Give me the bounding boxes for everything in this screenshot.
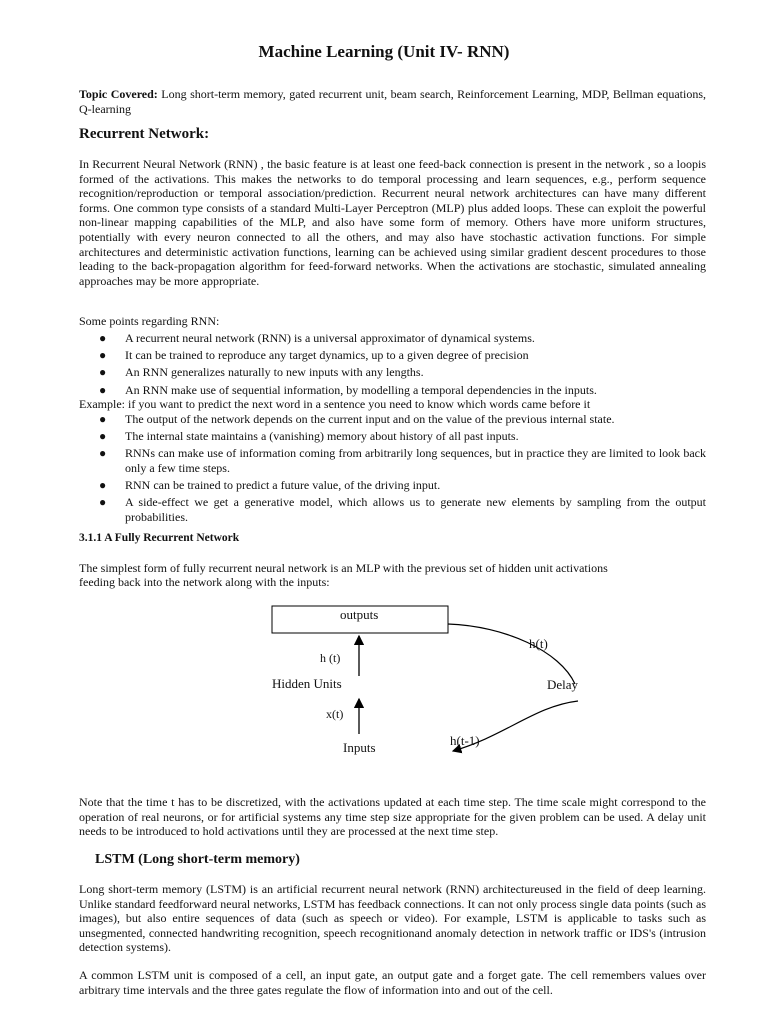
- note-paragraph: Note that the time t has to be discretized, with the activations updated at each time step. The time scale might correspond to the operation of real neurons, or for artificial systems any time step size appropriate for the given problem can be used. A delay unit needs to be introduced to hold activations until they are processed at the next time step.: [79, 795, 706, 839]
- list-item: ● It can be trained to reproduce any target dynamics, up to a given degree of precision: [99, 348, 529, 363]
- section-heading-3-1-1: 3.1.1 A Fully Recurrent Network: [79, 532, 240, 544]
- bullet-icon: ●: [99, 365, 107, 380]
- list-item: ● RNNs can make use of information coming from arbitrarily long sequences, but in practice they are limited to look back only a few time steps.: [99, 446, 706, 475]
- ht-label-upper: h(t): [529, 636, 548, 651]
- output-to-delay-curve: [448, 624, 575, 684]
- page-title: Machine Learning (Unit IV- RNN): [258, 42, 510, 61]
- bullet-icon: ●: [99, 446, 107, 461]
- outputs-label: outputs: [340, 607, 379, 622]
- bullet-icon: ●: [99, 348, 107, 363]
- bullet-icon: ●: [99, 478, 107, 493]
- recurrent-network-paragraph: In Recurrent Neural Network (RNN) , the basic feature is at least one feed-back connection is present in the network , so a loopis formed of the activations. This makes the networks to do temporal processing and learn sequences, e.g., perform sequence recognition/reproduction or temporal association/prediction. Recurrent neural network architectures can have many different forms. One common type consists of a standard Multi-Layer Perceptron (MLP) plus added loops. These can exploit the powerful non-linear mapping capabilities of the MLP, and also have some form of memory. Others have more uniform structures, potentially with every neuron connected to all the others, and may also have stochastic activation functions. For simple architectures and deterministic activation functions, learning can be achieved using similar gradient descent procedures to those leading to the back-propagation algorithm for feed-forward networks. When the activations are stochastic, simulated annealing approaches may be more appropriate.: [79, 157, 706, 288]
- bullet-icon: ●: [99, 412, 107, 426]
- rnn-points-list-2: [79, 412, 706, 527]
- lstm-heading: LSTM (Long short-term memory): [95, 852, 300, 867]
- list-item: ● The output of the network depends on the current input and on the value of the previous internal state.: [99, 412, 615, 426]
- recurrent-network-heading: Recurrent Network:: [79, 126, 210, 142]
- delay-label: Delay: [547, 677, 579, 692]
- ht-minus-1-label: h(t-1): [450, 733, 480, 748]
- ht-label-lower: h (t): [320, 651, 341, 665]
- simplest-form-line-1: The simplest form of fully recurrent neural network is an MLP with the previous set of hidden unit activations: [79, 561, 608, 575]
- example-line: Example: if you want to predict the next word in a sentence you need to know which words came before it: [79, 397, 591, 411]
- list-item: ● An RNN generalizes naturally to new inputs with any lengths.: [99, 365, 424, 380]
- topic-label: Topic Covered:: [79, 87, 158, 101]
- rnn-points-list: [79, 331, 706, 400]
- inputs-label: Inputs: [343, 740, 376, 755]
- list-item: ● The internal state maintains a (vanishing) memory about history of all past inputs.: [99, 429, 519, 444]
- bullet-icon: ●: [99, 495, 107, 510]
- lstm-paragraph-1: Long short-term memory (LSTM) is an artificial recurrent neural network (RNN) architectureused in the field of deep learning. Unlike standard feedforward neural networks, LSTM has feedback connections. It can not only process single data points (such as images), but also entire sequences of data (such as speech or video). For example, LSTM is applicable to tasks such as unsegmented, connected handwriting recognition, speech recognitionand anomaly detection in network traffic or IDS's (intrusion detection systems).: [79, 882, 706, 955]
- diagram-svg: [0, 596, 768, 766]
- recurrent-network-diagram: [0, 596, 768, 766]
- bullet-icon: ●: [99, 382, 107, 397]
- topic-text: Long short-term memory, gated recurrent unit, beam search, Reinforcement Learning, MDP, Bellman equations, Q-learning: [79, 87, 707, 116]
- hidden-units-label: Hidden Units: [272, 676, 342, 691]
- list-item: ● RNN can be trained to predict a future value, of the driving input.: [99, 478, 441, 493]
- list-item: ● A recurrent neural network (RNN) is a universal approximator of dynamical systems.: [99, 331, 535, 345]
- points-intro: Some points regarding RNN:: [79, 314, 220, 328]
- xt-label: x(t): [326, 707, 344, 721]
- lstm-paragraph-2: A common LSTM unit is composed of a cell, an input gate, an output gate and a forget gate. The cell remembers values over arbitrary time intervals and the three gates regulate the flow of information into and out of the cell.: [79, 968, 706, 997]
- topic-covered: [79, 87, 706, 116]
- bullet-icon: ●: [99, 429, 107, 444]
- list-item: ● A side-effect we get a generative model, which allows us to generate new elements by sampling from the output probabilities.: [99, 495, 706, 524]
- bullet-icon: ●: [99, 331, 107, 345]
- list-item: ● An RNN make use of sequential information, by modelling a temporal dependencies in the inputs.: [99, 382, 597, 397]
- simplest-form-line-2: feeding back into the network along with the inputs:: [79, 575, 330, 589]
